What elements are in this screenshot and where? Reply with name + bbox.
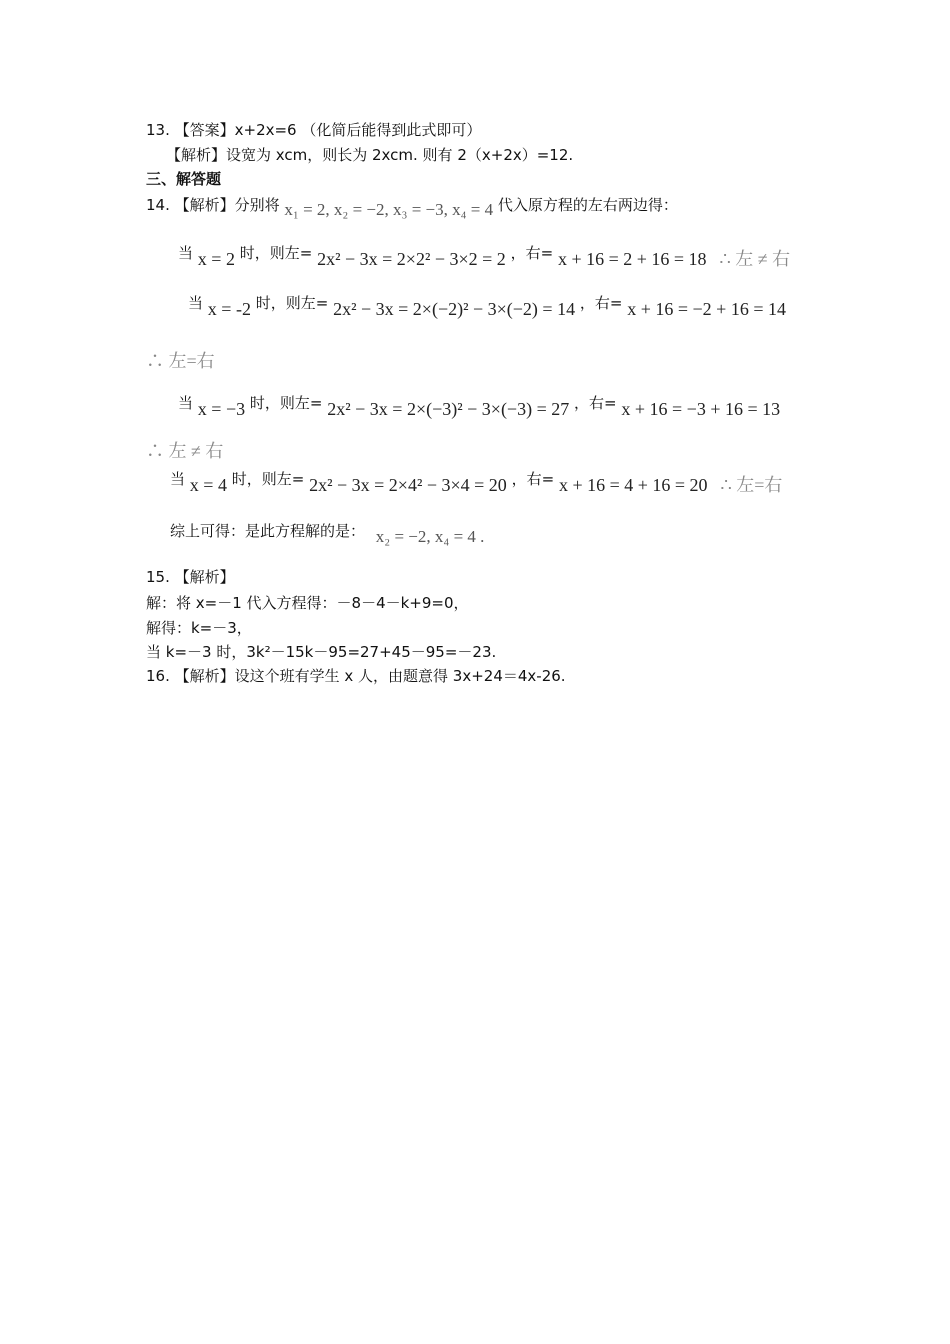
case-right-expr: x + 16 = −3 + 16 = 13 <box>621 399 781 419</box>
q15-line2: 解得：k=－3， <box>146 619 252 637</box>
q14-case3 <box>178 394 781 419</box>
case-right-expr: x + 16 = 2 + 16 = 18 <box>557 249 707 269</box>
q14-summary <box>170 522 485 546</box>
case-mid: 时，则左= <box>231 470 305 488</box>
case-right-label: ，右= <box>579 294 623 312</box>
q14-case2 <box>188 294 786 319</box>
case-right-label: ，右= <box>510 244 554 262</box>
case-left-expr: 2x² − 3x = 2×2² − 3×2 = 2 <box>317 249 506 269</box>
case-when: 当 <box>178 394 194 412</box>
case-right-label: ，右= <box>511 470 555 488</box>
case-conclusion: ∴ 左 ≠ 右 <box>719 249 791 269</box>
q14-case3-conclusion: ∴ 左 ≠ 右 <box>146 441 224 461</box>
case-right-expr: x + 16 = 4 + 16 = 20 <box>558 475 708 495</box>
case-conclusion: ∴ 左=右 <box>720 475 783 495</box>
q14-intro-line <box>146 196 678 219</box>
q16-line: 16. 【解析】设这个班有学生 x 人，由题意得 3x+24＝4x-26. <box>146 667 566 685</box>
case-x: x = 4 <box>189 475 227 495</box>
case-left-expr: 2x² − 3x = 2×4² − 3×4 = 20 <box>309 475 507 495</box>
case-left-expr: 2x² − 3x = 2×(−2)² − 3×(−2) = 14 <box>333 299 576 319</box>
case-right-label: ，右= <box>574 394 617 412</box>
q13-answer-line: 13. 【答案】x+2x=6 （化简后能得到此式即可） <box>146 121 482 139</box>
q15-line1: 解：将 x=－1 代入方程得：－8－4－k+9=0， <box>146 594 469 612</box>
q15-title: 15. 【解析】 <box>146 568 235 586</box>
case-when: 当 <box>178 244 194 262</box>
q14-case4 <box>170 470 783 495</box>
case-x: x = −3 <box>197 399 246 419</box>
section-heading: 三、解答题 <box>146 170 222 188</box>
case-mid: 时，则左= <box>239 244 313 262</box>
q15-line3: 当 k=－3 时，3k²－15k－95=27+45－95=－23. <box>146 643 497 661</box>
case-x: x = 2 <box>197 249 235 269</box>
q14-case2-conclusion: ∴ 左=右 <box>146 351 215 371</box>
q13-analysis-line: 【解析】设宽为 xcm，则长为 2xcm. 则有 2（x+2x）=12. <box>166 146 574 164</box>
case-when: 当 <box>188 294 204 312</box>
q14-intro-math: x₁ = 2, x₂ = −2, x₃ = −3, x₄ = 4 <box>284 200 494 219</box>
q14-case1 <box>178 244 791 269</box>
case-x: x = -2 <box>207 299 251 319</box>
case-when: 当 <box>170 470 186 488</box>
case-right-expr: x + 16 = −2 + 16 = 14 <box>627 299 786 319</box>
case-mid: 时，则左= <box>255 294 329 312</box>
summary-label: 综上可得：是此方程解的是： <box>170 522 366 540</box>
q14-intro-tail: 代入原方程的左右两边得： <box>497 196 678 214</box>
q14-intro-label: 14. 【解析】分别将 <box>146 196 280 214</box>
case-mid: 时，则左= <box>249 394 323 412</box>
summary-math: x₂ = −2, x₄ = 4 . <box>375 527 485 546</box>
case-left-expr: 2x² − 3x = 2×(−3)² − 3×(−3) = 27 <box>327 399 570 419</box>
